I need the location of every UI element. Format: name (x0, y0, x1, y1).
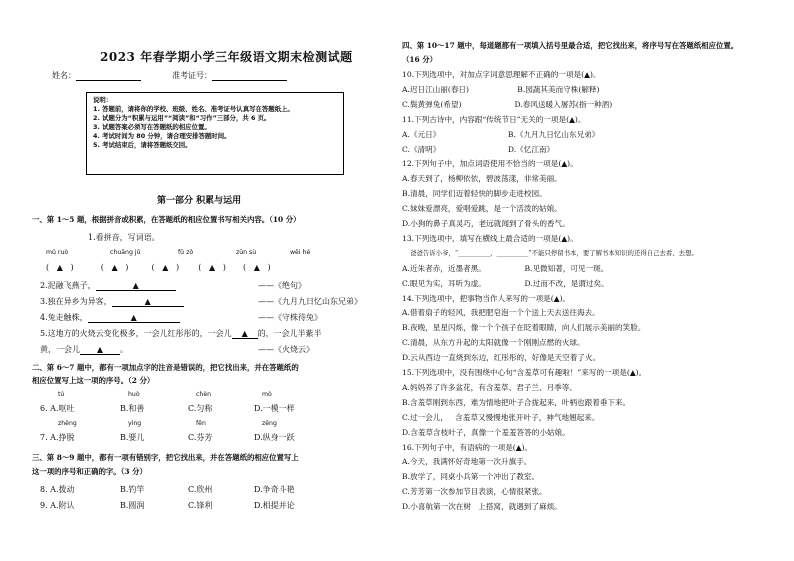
pinyin-1: mǔ ruò (46, 249, 69, 256)
q5-text-a: 5.这地方的火烧云变化极多，一会儿红彤彤的，一会儿 (40, 329, 232, 338)
pinyin-2: chuāng jǔ (110, 249, 141, 256)
q6-pinyin-a: tú (58, 391, 65, 398)
question-stem: 15.下列选项中，没有围绕中心句“含羞草可有趣啦！”来写的一项是(▲)。 (402, 368, 647, 377)
blank-marker: ▲ (132, 281, 139, 290)
q5-line2 (40, 344, 128, 355)
question-stem: 16.下列句子中，有语病的一项是(▲)。 (402, 442, 533, 452)
answer-option: B.夜晚，星星闪烁，像一个个孩子在眨着眼睛，向人们展示美丽的笑脸。 (402, 323, 646, 333)
answer-option: D.小狗的鼻子真灵巧，老远就闻到了骨头的香气。 (402, 219, 570, 228)
q8-option-c: C.欣州 (188, 485, 213, 494)
blank-marker: ▲ (144, 297, 151, 306)
exam-id-label: 准考证号： (172, 71, 212, 80)
answer-option: C.清晨，从东方升起的太阳就像一个刚刚点燃的火球。 (402, 338, 585, 348)
q7-pinyin-a: zhēng (58, 420, 77, 427)
answer-option: C.过一会儿， 含羞草又慢慢地张开叶子，神气地翘起来。 (402, 412, 600, 422)
q2-source: ——《绝句》 (258, 281, 306, 290)
instruction-item: 4. 考试时间为 80 分钟，请合理安排答题时间。 (93, 132, 231, 141)
answer-option: D.云从西边一直烧到东边，红彤彤的，好像是天空着了火。 (402, 353, 601, 363)
q5-text-b: 的，一会儿半紫半 (257, 329, 322, 338)
q5-text-c: 黄，一会儿 (40, 345, 80, 354)
q1-title: 1.看拼音，写词语。 (88, 233, 160, 242)
q7-pinyin-b: yìng (128, 420, 142, 427)
q7-option-a: 7. A.挣脱 (40, 433, 75, 442)
q3-row (40, 296, 184, 307)
answer-blank-4[interactable]: ( ▲ ) (198, 263, 226, 272)
section3-intro-1: 三、第 8～9 题中，都有一项有错别字，把它找出来，并在答题纸的相应位置写上 (32, 453, 299, 462)
q3-text: 3.独在异乡为异客， (40, 297, 112, 306)
section4-intro-2: （16 分） (402, 55, 438, 64)
q7-option-c: C.芬芳 (188, 433, 213, 442)
q5-blank-2[interactable] (80, 345, 120, 355)
part1-title: 第一部分 积累与运用 (157, 196, 242, 206)
answer-blank-1[interactable]: ( ▲ ) (46, 263, 74, 272)
q9-option-b: B.圆润 (120, 501, 145, 510)
pinyin-3: fǔ zǒ (178, 249, 194, 256)
q7-pinyin-d: zēng (262, 420, 277, 427)
answer-blank-5[interactable]: ( ▲ ) (243, 263, 271, 272)
q6-option-c: C.匀称 (188, 404, 213, 413)
instructions-box (86, 92, 344, 175)
answer-blank-2[interactable]: ( ▲ ) (100, 263, 129, 272)
answer-option: B.含羞草刚到东西，难为情地把叶子合拢起来，叶柄也跟着垂下来。 (402, 397, 631, 407)
q6-pinyin-b: huò (128, 391, 140, 398)
q6-option-a: 6. A.呕吐 (40, 404, 75, 413)
answer-option: D.小喜航第一次在树 上搭窝，就遇到了麻烦。 (402, 502, 562, 512)
q8-option-b: B.钓竿 (120, 485, 145, 494)
instructions-heading: 说明： (93, 96, 113, 104)
name-label: 姓名： (52, 71, 76, 80)
pinyin-4: zūn sù (236, 249, 257, 256)
blank-marker: ▲ (241, 329, 248, 338)
instruction-item: 3. 试题答案必须写在答题纸的相应位置。 (93, 123, 211, 132)
q3-blank[interactable] (112, 297, 184, 307)
answer-option: A.春天到了，杨柳依依，碧波荡漾，非常美丽。 (402, 174, 562, 184)
q4-row (40, 312, 180, 323)
question-stem: 11.下列古诗中，内容跟“传统节日”无关的一项是(▲)。 (402, 114, 586, 124)
answer-option: B.清晨，同学们迈着轻快的脚步走进校园。 (402, 189, 547, 199)
q6-option-b: B.和善 (120, 404, 145, 413)
answer-option: A.妈妈养了许多盆花，有含羞草、君子兰、月季等。 (402, 382, 577, 392)
answer-option: C.眼见为实，耳听为虚。 D.过而不改，是谓过矣。 (402, 278, 609, 288)
answer-option: B.放学了，同桌小兵第一个冲出了教室。 (402, 472, 540, 482)
answer-option: C.《清明》 D.《忆江南》 (402, 144, 555, 154)
blank-marker: ▲ (130, 313, 137, 322)
answer-option: A.今天，我满怀好奇地第一次升旗手。 (402, 457, 532, 467)
question-stem: 12.下列句子中，加点词语使用不恰当的一项是(▲)。 (402, 159, 578, 169)
section3-intro-2: 这一项的序号和正确的字。（3 分） (32, 467, 147, 476)
q8-option-d: D.争奇斗艳 (254, 485, 295, 494)
q9-option-d: D.相提并论 (254, 501, 295, 510)
q4-blank[interactable] (88, 313, 180, 323)
exam-id-field[interactable] (212, 71, 287, 81)
answer-option: A.借着扇子的轻风，我把肥皂泡一个个送上天去送往海去。 (402, 308, 600, 318)
q5-line1 (40, 328, 322, 339)
q4-source: ——《守株待兔》 (258, 313, 322, 322)
instruction-item: 1. 答题前，请将你的学校、班级、姓名、准考证号认真写在答题纸上。 (93, 105, 294, 114)
question-stem: 14.下列选项中，把事物当作人来写的一项是(▲)。 (402, 293, 571, 303)
q3-source: ——《九月九日忆山东兄弟》 (258, 297, 362, 306)
q2-blank[interactable] (96, 281, 176, 291)
q6-option-d: D.一模一样 (254, 404, 295, 413)
q2-text: 2.泥融飞燕子， (40, 281, 96, 290)
exam-id-row (172, 70, 287, 81)
section2-intro-1: 二、第 6～7 题中，都有一项加点字的注音是错误的，把它找出来，并在答题纸的 (32, 363, 299, 372)
q6-pinyin-d: mò (262, 391, 272, 398)
section4-intro-1: 四、第 10～17 题中，每道题都有一项填入括号里最合适，把它找出来，将序号写在答题纸相应位置。 (402, 41, 739, 50)
instruction-item: 2. 试题分为“积累与运用”“阅读”和“习作”三部分，共 6 页。 (93, 114, 271, 123)
word-boxes (46, 263, 271, 272)
q9-option-a: 9. A.附认 (40, 501, 75, 510)
q7-pinyin-c: fēn (196, 420, 206, 427)
pinyin-5: wěi hé (290, 249, 311, 256)
q7-option-d: D.纵身一跃 (254, 433, 295, 442)
q4-text: 4.兔走触株， (40, 313, 88, 322)
question-stem: 10.下列选项中，对加点字词意思理解不正确的一项是(▲)。 (402, 70, 601, 79)
section2-intro-2: 相应位置写上这一项的序号。（2 分） (32, 376, 155, 385)
answer-option: 爸爸告诉小爷，“__________，__________”不能只停留书本，要了解书本知识的还得自己去看、去想。 (402, 248, 698, 257)
question-stem: 13.下列选项中，填写在横线上最合适的一项是(▲)。 (402, 233, 578, 243)
q7-option-b: B.要儿 (120, 433, 145, 442)
answer-option: C.鬓黄弹兔(希望) D.春风送暖入屠苏(指一种酒) (402, 99, 613, 109)
answer-option: A.迟日江山丽(春日) B.园蔬其美而守株(解释) (402, 84, 600, 94)
q9-option-c: C.锋利 (188, 501, 213, 510)
q8-option-a: 8. A.拨动 (40, 485, 75, 494)
answer-option: A.《元日》 B.《九月九日忆山东兄弟》 (402, 129, 600, 139)
q6-pinyin-c: chèn (196, 391, 212, 398)
answer-option: C.妹妹爱漂亮，爱唱爱跳，是一个活泼的姑娘。 (402, 204, 562, 214)
section1-intro: 一、第 1～5 题，根据拼音或积累，在答题纸的相应位置书写相关内容。（10 分） (32, 215, 301, 224)
q5-blank-1[interactable] (232, 329, 258, 339)
q5-text-d: 。 (120, 345, 128, 354)
name-row (52, 70, 141, 81)
q5-source: ——《火烧云》 (258, 345, 314, 354)
exam-title: 2023 年春学期小学三年级语文期末检测试题 (100, 50, 353, 64)
blank-marker: ▲ (96, 345, 104, 354)
q2-row (40, 280, 176, 291)
answer-option: D.含羞草含枝叶子，真像一个羞羞答答的小姑娘。 (402, 427, 570, 437)
answer-option: C.芳芳第一次参加节目表演，心情很紧张。 (402, 487, 547, 497)
name-field[interactable] (76, 71, 141, 81)
instruction-item: 5. 考试结束后，请将答题纸交回。 (93, 141, 192, 150)
answer-blank-3[interactable]: ( ▲ ) (151, 263, 180, 272)
answer-option: A.近朱者赤，近墨者黑。 B.见微知著，可见一斑。 (402, 263, 609, 273)
